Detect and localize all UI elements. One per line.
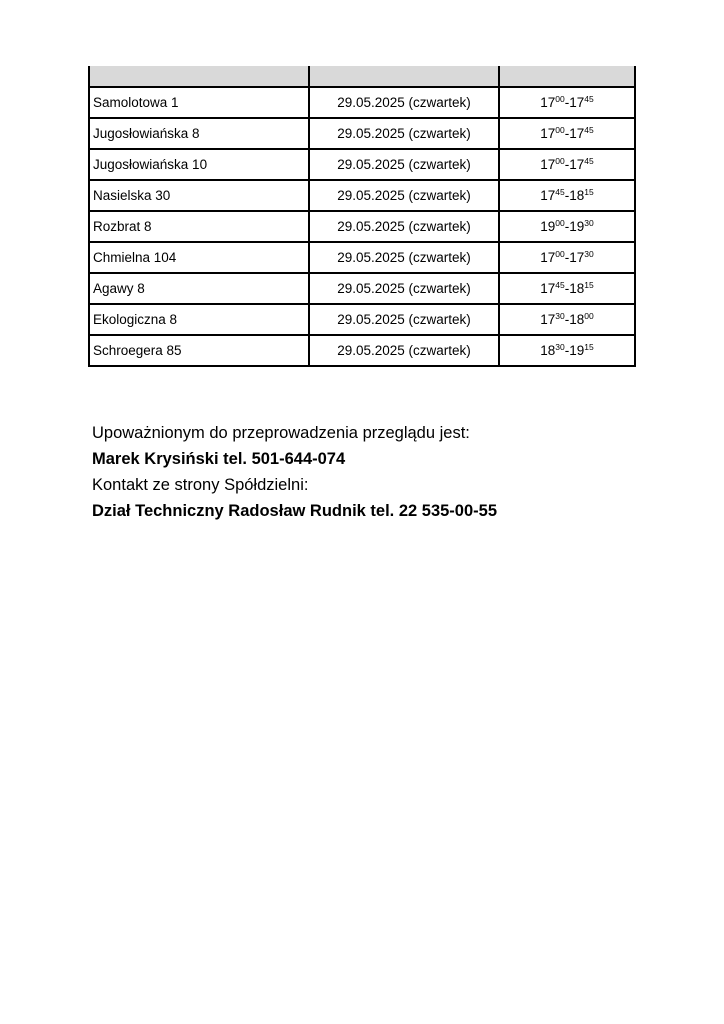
- time-from-hour: 17: [540, 126, 556, 141]
- time-to-hour: 17: [569, 250, 585, 265]
- time-to-hour: 19: [569, 219, 585, 234]
- date-cell: 29.05.2025 (czwartek): [309, 87, 499, 118]
- time-separator: -: [564, 188, 570, 203]
- address-cell: Agawy 8: [89, 273, 309, 304]
- time-from-hour: 17: [540, 188, 556, 203]
- time-cell: [499, 149, 635, 180]
- contact-info: [92, 420, 497, 524]
- time-separator: -: [564, 281, 570, 296]
- inspection-schedule-table: [88, 66, 636, 367]
- table-row: [89, 118, 635, 149]
- time-cell: [499, 180, 635, 211]
- time-cell: [499, 87, 635, 118]
- table-row: [89, 242, 635, 273]
- time-cell: [499, 242, 635, 273]
- time-cell: [499, 118, 635, 149]
- table-row: [89, 335, 635, 366]
- table-row: [89, 180, 635, 211]
- time-from-minute: 00: [555, 156, 565, 166]
- time-separator: -: [564, 312, 570, 327]
- cooperative-contact-label: Kontakt ze strony Spółdzielni:: [92, 476, 309, 494]
- authorized-person-contact: Marek Krysiński tel. 501-644-074: [92, 450, 346, 468]
- time-from-minute: 00: [555, 218, 565, 228]
- header-cell-address: [89, 66, 309, 87]
- time-to-minute: 15: [584, 187, 594, 197]
- header-cell-time: [499, 66, 635, 87]
- time-to-hour: 17: [569, 126, 585, 141]
- table-row: [89, 149, 635, 180]
- time-to-hour: 18: [569, 281, 585, 296]
- time-from-minute: 45: [555, 187, 565, 197]
- table-row: [89, 273, 635, 304]
- time-from-minute: 45: [555, 280, 565, 290]
- time-to-minute: 30: [584, 218, 594, 228]
- time-to-minute: 00: [584, 311, 594, 321]
- date-cell: 29.05.2025 (czwartek): [309, 273, 499, 304]
- time-separator: -: [564, 343, 570, 358]
- address-cell: Ekologiczna 8: [89, 304, 309, 335]
- table-body: [89, 87, 635, 366]
- address-cell: Samolotowa 1: [89, 87, 309, 118]
- cooperative-contact: Dział Techniczny Radosław Rudnik tel. 22 535-00-55: [92, 502, 497, 520]
- date-cell: 29.05.2025 (czwartek): [309, 180, 499, 211]
- time-from-hour: 17: [540, 312, 556, 327]
- date-cell: 29.05.2025 (czwartek): [309, 118, 499, 149]
- time-separator: -: [564, 250, 570, 265]
- time-separator: -: [564, 95, 570, 110]
- date-cell: 29.05.2025 (czwartek): [309, 211, 499, 242]
- time-from-hour: 17: [540, 157, 556, 172]
- time-separator: -: [564, 126, 570, 141]
- table-header: [89, 66, 635, 87]
- time-cell: [499, 304, 635, 335]
- table-header-row: [89, 66, 635, 87]
- date-cell: 29.05.2025 (czwartek): [309, 304, 499, 335]
- time-from-hour: 17: [540, 250, 556, 265]
- address-cell: Schroegera 85: [89, 335, 309, 366]
- address-cell: Chmielna 104: [89, 242, 309, 273]
- address-cell: Rozbrat 8: [89, 211, 309, 242]
- time-from-minute: 30: [555, 311, 565, 321]
- address-cell: Jugosłowiańska 8: [89, 118, 309, 149]
- time-to-hour: 19: [569, 343, 585, 358]
- date-cell: 29.05.2025 (czwartek): [309, 335, 499, 366]
- time-to-minute: 45: [584, 156, 594, 166]
- time-to-hour: 18: [569, 312, 585, 327]
- time-to-minute: 30: [584, 249, 594, 259]
- time-to-hour: 17: [569, 95, 585, 110]
- address-cell: Nasielska 30: [89, 180, 309, 211]
- header-cell-date: [309, 66, 499, 87]
- time-from-minute: 30: [555, 342, 565, 352]
- time-from-minute: 00: [555, 94, 565, 104]
- address-cell: Jugosłowiańska 10: [89, 149, 309, 180]
- time-from-hour: 17: [540, 281, 556, 296]
- time-to-minute: 15: [584, 280, 594, 290]
- time-to-hour: 17: [569, 157, 585, 172]
- time-cell: [499, 211, 635, 242]
- time-from-hour: 18: [540, 343, 556, 358]
- date-cell: 29.05.2025 (czwartek): [309, 242, 499, 273]
- table-row: [89, 304, 635, 335]
- time-from-hour: 17: [540, 95, 556, 110]
- table-row: [89, 211, 635, 242]
- authorized-person-label: Upoważnionym do przeprowadzenia przeglądu jest:: [92, 424, 470, 442]
- time-cell: [499, 335, 635, 366]
- time-from-minute: 00: [555, 249, 565, 259]
- date-cell: 29.05.2025 (czwartek): [309, 149, 499, 180]
- time-cell: [499, 273, 635, 304]
- time-to-minute: 45: [584, 94, 594, 104]
- time-to-hour: 18: [569, 188, 585, 203]
- time-separator: -: [564, 157, 570, 172]
- time-to-minute: 45: [584, 125, 594, 135]
- table-row: [89, 87, 635, 118]
- time-to-minute: 15: [584, 342, 594, 352]
- time-separator: -: [564, 219, 570, 234]
- time-from-hour: 19: [540, 219, 556, 234]
- time-from-minute: 00: [555, 125, 565, 135]
